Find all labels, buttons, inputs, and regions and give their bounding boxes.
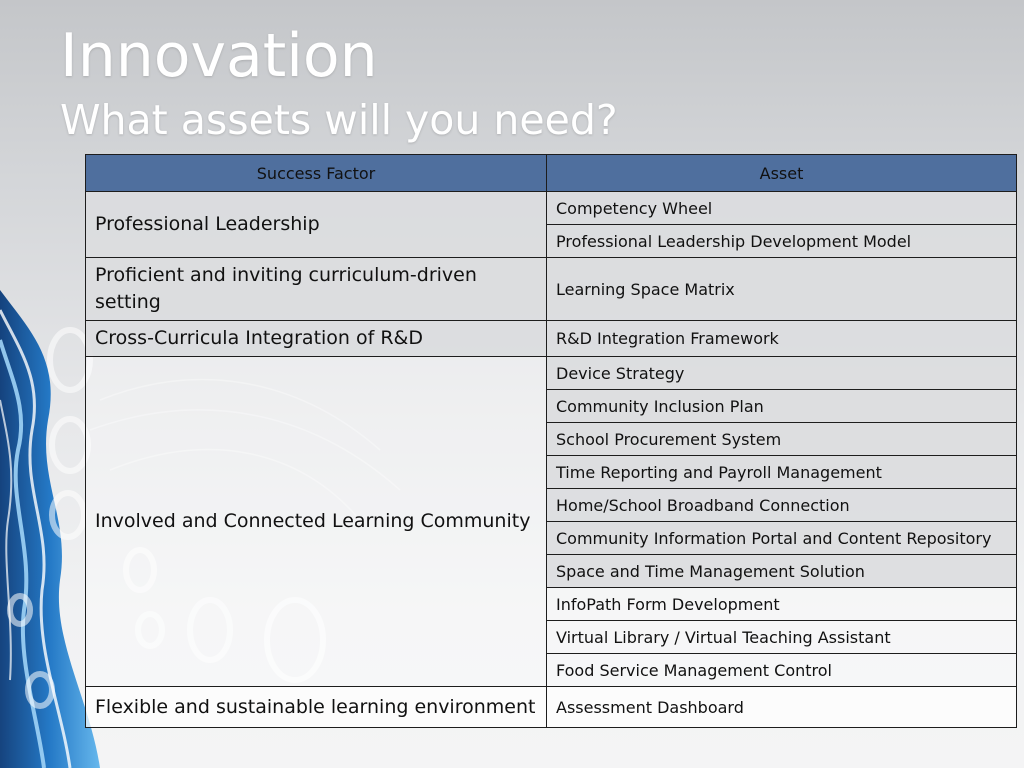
asset-cell: R&D Integration Framework bbox=[547, 321, 1017, 357]
table-row bbox=[86, 321, 1017, 357]
asset-cell: Community Information Portal and Content Repository bbox=[547, 522, 1017, 555]
factor-cell: Involved and Connected Learning Community bbox=[86, 357, 547, 687]
asset-cell: Time Reporting and Payroll Management bbox=[547, 456, 1017, 489]
asset-cell: InfoPath Form Development bbox=[547, 588, 1017, 621]
asset-cell: Device Strategy bbox=[547, 357, 1017, 390]
header-asset: Asset bbox=[547, 155, 1017, 192]
table-row bbox=[86, 357, 1017, 390]
asset-cell: Assessment Dashboard bbox=[547, 687, 1017, 728]
asset-cell: Community Inclusion Plan bbox=[547, 390, 1017, 423]
asset-cell: Virtual Library / Virtual Teaching Assistant bbox=[547, 621, 1017, 654]
slide-title: Innovation bbox=[60, 21, 378, 91]
asset-cell: Learning Space Matrix bbox=[547, 258, 1017, 321]
asset-cell: Food Service Management Control bbox=[547, 654, 1017, 687]
assets-table bbox=[85, 154, 1017, 728]
table-row bbox=[86, 192, 1017, 225]
factor-cell: Flexible and sustainable learning environment bbox=[86, 687, 547, 728]
header-success-factor: Success Factor bbox=[86, 155, 547, 192]
slide-subtitle: What assets will you need? bbox=[60, 96, 618, 144]
table-header-row bbox=[86, 155, 1017, 192]
table-row bbox=[86, 687, 1017, 728]
table-row bbox=[86, 258, 1017, 321]
asset-cell: Home/School Broadband Connection bbox=[547, 489, 1017, 522]
asset-cell: Competency Wheel bbox=[547, 192, 1017, 225]
asset-cell: Space and Time Management Solution bbox=[547, 555, 1017, 588]
asset-cell: School Procurement System bbox=[547, 423, 1017, 456]
asset-cell: Professional Leadership Development Model bbox=[547, 225, 1017, 258]
factor-cell: Professional Leadership bbox=[86, 192, 547, 258]
factor-cell: Proficient and inviting curriculum-driven setting bbox=[86, 258, 547, 321]
factor-cell: Cross-Curricula Integration of R&D bbox=[86, 321, 547, 357]
